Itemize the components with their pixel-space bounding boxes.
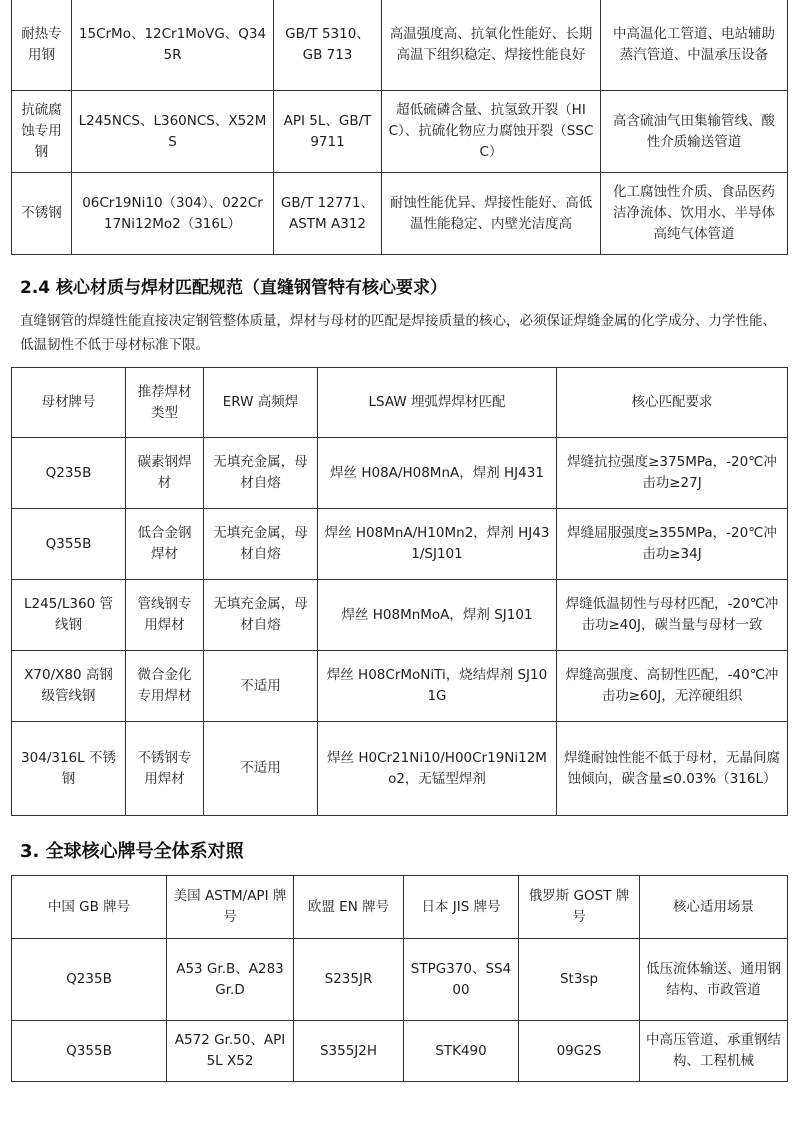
header-cell: LSAW 埋弧焊焊材匹配 [318, 368, 557, 438]
cell: S355J2H [294, 1021, 404, 1082]
header-cell: 核心适用场景 [640, 876, 788, 939]
cell: 微合金化专用焊材 [126, 651, 204, 722]
applications-cell: 中高温化工管道、电站辅助蒸汽管道、中温承压设备 [601, 0, 788, 91]
properties-cell: 耐蚀性能优异、焊接性能好、高低温性能稳定、内壁光洁度高 [382, 173, 601, 255]
cell: 焊缝抗拉强度≥375MPa，-20℃冲击功≥27J [557, 438, 788, 509]
applications-cell: 化工腐蚀性介质、食品医药洁净流体、饮用水、半导体高纯气体管道 [601, 173, 788, 255]
cell: S235JR [294, 939, 404, 1021]
header-cell: 美国 ASTM/API 牌号 [167, 876, 294, 939]
table-row [12, 509, 788, 580]
section-heading: 3. 全球核心牌号全体系对照 [20, 841, 244, 862]
cell: Q235B [12, 438, 126, 509]
category-cell: 耐热专用钢 [12, 0, 72, 91]
cell: 焊缝屈服强度≥355MPa，-20℃冲击功≥34J [557, 509, 788, 580]
header-cell: 欧盟 EN 牌号 [294, 876, 404, 939]
section-paragraph: 直缝钢管的焊缝性能直接决定钢管整体质量，焊材与母材的匹配是焊接质量的核心，必须保证焊缝金属的化学成分、力学性能、低温韧性不低于母材标准下限。 [20, 313, 776, 353]
cell: 焊丝 H0Cr21Ni10/H00Cr19Ni12Mo2，无锰型焊剂 [318, 722, 557, 816]
standard-cell: API 5L、GB/T 9711 [274, 91, 382, 173]
category-cell: 抗硫腐蚀专用钢 [12, 91, 72, 173]
grade-comparison-table [11, 875, 788, 1082]
section-heading: 2.4 核心材质与焊材匹配规范（直缝钢管特有核心要求） [20, 278, 448, 298]
cell: 无填充金属，母材自熔 [204, 438, 318, 509]
cell: 焊缝耐蚀性能不低于母材，无晶间腐蚀倾向，碳含量≤0.03%（316L） [557, 722, 788, 816]
header-cell: 推荐焊材类型 [126, 368, 204, 438]
cell: 无填充金属，母材自熔 [204, 580, 318, 651]
header-cell: 日本 JIS 牌号 [404, 876, 519, 939]
properties-cell: 高温强度高、抗氧化性能好、长期高温下组织稳定、焊接性能良好 [382, 0, 601, 91]
cell: 不适用 [204, 722, 318, 816]
table-row [12, 173, 788, 255]
table-row [12, 0, 788, 91]
cell: Q355B [12, 1021, 167, 1082]
table-row [12, 580, 788, 651]
cell: 焊缝高强度、高韧性匹配，-40℃冲击功≥60J，无淬硬组织 [557, 651, 788, 722]
header-cell: ERW 高频焊 [204, 368, 318, 438]
cell: 焊丝 H08MnA/H10Mn2，焊剂 HJ431/SJ101 [318, 509, 557, 580]
header-cell: 母材牌号 [12, 368, 126, 438]
cell: A572 Gr.50、API 5L X52 [167, 1021, 294, 1082]
welding-match-table [11, 367, 788, 816]
cell: 304/316L 不锈钢 [12, 722, 126, 816]
table-row [12, 651, 788, 722]
grades-cell: 15CrMo、12Cr1MoVG、Q345R [72, 0, 274, 91]
cell: 不锈钢专用焊材 [126, 722, 204, 816]
cell: 无填充金属，母材自熔 [204, 509, 318, 580]
header-cell: 中国 GB 牌号 [12, 876, 167, 939]
standard-cell: GB/T 5310、GB 713 [274, 0, 382, 91]
category-cell: 不锈钢 [12, 173, 72, 255]
table-row [12, 1021, 788, 1082]
cell: 不适用 [204, 651, 318, 722]
table-header-row [12, 876, 788, 939]
cell: Q235B [12, 939, 167, 1021]
cell: St3sp [519, 939, 640, 1021]
cell: A53 Gr.B、A283 Gr.D [167, 939, 294, 1021]
cell: 管线钢专用焊材 [126, 580, 204, 651]
cell: 中高压管道、承重钢结构、工程机械 [640, 1021, 788, 1082]
cell: 碳素钢焊材 [126, 438, 204, 509]
steel-types-table [11, 0, 788, 255]
table-row [12, 438, 788, 509]
cell: STK490 [404, 1021, 519, 1082]
grades-cell: L245NCS、L360NCS、X52MS [72, 91, 274, 173]
table-row [12, 939, 788, 1021]
table-row [12, 91, 788, 173]
header-cell: 核心匹配要求 [557, 368, 788, 438]
cell: 焊丝 H08A/H08MnA，焊剂 HJ431 [318, 438, 557, 509]
applications-cell: 高含硫油气田集输管线、酸性介质输送管道 [601, 91, 788, 173]
cell: STPG370、SS400 [404, 939, 519, 1021]
standard-cell: GB/T 12771、ASTM A312 [274, 173, 382, 255]
table-header-row [12, 368, 788, 438]
cell: 低压流体输送、通用钢结构、市政管道 [640, 939, 788, 1021]
header-cell: 俄罗斯 GOST 牌号 [519, 876, 640, 939]
cell: 低合金钢焊材 [126, 509, 204, 580]
cell: X70/X80 高钢级管线钢 [12, 651, 126, 722]
cell: 焊缝低温韧性与母材匹配，-20℃冲击功≥40J，碳当量与母材一致 [557, 580, 788, 651]
table-row [12, 722, 788, 816]
cell: L245/L360 管线钢 [12, 580, 126, 651]
cell: 焊丝 H08MnMoA，焊剂 SJ101 [318, 580, 557, 651]
properties-cell: 超低硫磷含量、抗氢致开裂（HIC）、抗硫化物应力腐蚀开裂（SSCC） [382, 91, 601, 173]
grades-cell: 06Cr19Ni10（304）、022Cr17Ni12Mo2（316L） [72, 173, 274, 255]
cell: 09G2S [519, 1021, 640, 1082]
cell: 焊丝 H08CrMoNiTi，烧结焊剂 SJ101G [318, 651, 557, 722]
cell: Q355B [12, 509, 126, 580]
